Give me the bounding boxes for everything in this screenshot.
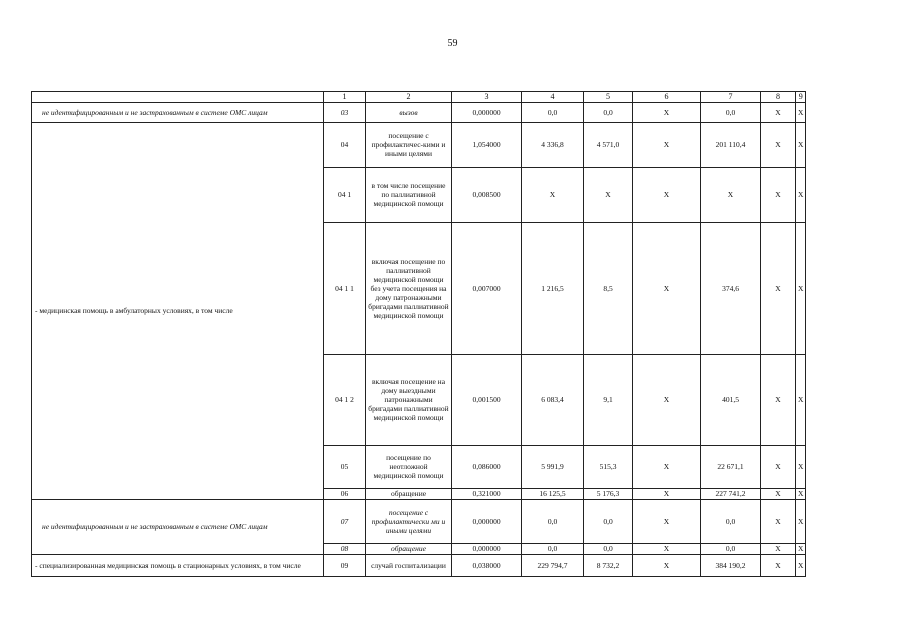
value-cell: X xyxy=(633,445,701,488)
value-cell: X xyxy=(761,554,796,576)
value-cell: 374,6 xyxy=(701,222,761,354)
row-code: 03 xyxy=(324,102,366,122)
value-cell: 0,000000 xyxy=(452,499,522,543)
value-cell: X xyxy=(761,354,796,445)
value-cell: 4 571,0 xyxy=(584,122,633,167)
unit-cell: посещение с профилактически ми и иными целями xyxy=(366,499,452,543)
value-cell: 4 336,8 xyxy=(522,122,584,167)
value-cell: 1 216,5 xyxy=(522,222,584,354)
unit-cell: посещение с профилактичес-кими и иными целями xyxy=(366,122,452,167)
value-cell: 0,007000 xyxy=(452,222,522,354)
value-cell: X xyxy=(796,543,806,554)
header-cell: 3 xyxy=(452,92,522,103)
value-cell: X xyxy=(633,222,701,354)
value-cell: 5 176,3 xyxy=(584,488,633,499)
row-code: 08 xyxy=(324,543,366,554)
row-label-unidentified: не идентифицированным и не застрахованным в системе ОМС лицам xyxy=(32,499,324,554)
value-cell: X xyxy=(761,445,796,488)
value-cell: X xyxy=(633,354,701,445)
value-cell: 0,0 xyxy=(522,543,584,554)
row-code: 04 1 2 xyxy=(324,354,366,445)
header-cell: 4 xyxy=(522,92,584,103)
header-cell: 8 xyxy=(761,92,796,103)
value-cell: 0,000000 xyxy=(452,102,522,122)
value-cell: 384 190,2 xyxy=(701,554,761,576)
table-row xyxy=(32,554,806,576)
data-table xyxy=(31,91,806,577)
value-cell: X xyxy=(633,122,701,167)
value-cell: 0,038000 xyxy=(452,554,522,576)
row-code: 04 1 xyxy=(324,167,366,222)
value-cell: 5 991,9 xyxy=(522,445,584,488)
unit-cell: вызов xyxy=(366,102,452,122)
row-code: 04 xyxy=(324,122,366,167)
value-cell: X xyxy=(761,222,796,354)
value-cell: X xyxy=(796,554,806,576)
value-cell: 0,321000 xyxy=(452,488,522,499)
value-cell: X xyxy=(796,167,806,222)
unit-cell: включая посещение на дому выездными патронажными бригадами паллиативной медицинской помощи xyxy=(366,354,452,445)
page-number: 59 xyxy=(447,38,458,49)
value-cell: 0,0 xyxy=(522,499,584,543)
header-cell: 9 xyxy=(796,92,806,103)
value-cell: 0,0 xyxy=(701,102,761,122)
header-cell: 1 xyxy=(324,92,366,103)
row-code: 07 xyxy=(324,499,366,543)
row-code: 04 1 1 xyxy=(324,222,366,354)
row-code: 06 xyxy=(324,488,366,499)
row-code: 05 xyxy=(324,445,366,488)
value-cell: 0,0 xyxy=(701,499,761,543)
value-cell: 22 671,1 xyxy=(701,445,761,488)
value-cell: X xyxy=(796,445,806,488)
value-cell: X xyxy=(761,122,796,167)
unit-cell: обращение xyxy=(366,488,452,499)
value-cell: 229 794,7 xyxy=(522,554,584,576)
value-cell: 16 125,5 xyxy=(522,488,584,499)
value-cell: 8,5 xyxy=(584,222,633,354)
unit-cell: случай госпитализации xyxy=(366,554,452,576)
value-cell: X xyxy=(796,122,806,167)
value-cell: X xyxy=(584,167,633,222)
header-cell: 2 xyxy=(366,92,452,103)
value-cell: X xyxy=(761,499,796,543)
value-cell: 0,0 xyxy=(584,543,633,554)
header-cell: 5 xyxy=(584,92,633,103)
value-cell: X xyxy=(761,167,796,222)
value-cell: X xyxy=(796,499,806,543)
header-cell-blank xyxy=(32,92,324,103)
row-label-unidentified: не идентифицированным и не застрахованным в системе ОМС лицам xyxy=(32,102,324,122)
header-cell: 6 xyxy=(633,92,701,103)
value-cell: 9,1 xyxy=(584,354,633,445)
row-label-outpatient: - медицинская помощь в амбулаторных условиях, в том числе xyxy=(32,122,324,499)
value-cell: X xyxy=(796,102,806,122)
value-cell: 0,0 xyxy=(701,543,761,554)
row-label-specialized: - специализированная медицинская помощь в стационарных условиях, в том числе xyxy=(32,554,324,576)
value-cell: 227 741,2 xyxy=(701,488,761,499)
value-cell: 0,0 xyxy=(584,499,633,543)
value-cell: 0,0 xyxy=(584,102,633,122)
value-cell: X xyxy=(701,167,761,222)
unit-cell: в том числе посещение по паллиативной медицинской помощи xyxy=(366,167,452,222)
unit-cell: включая посещение по паллиативной медицинской помощи без учета посещения на дому патронажными бригадами паллиативной медицинской помощи xyxy=(366,222,452,354)
value-cell: X xyxy=(633,543,701,554)
value-cell: 1,054000 xyxy=(452,122,522,167)
value-cell: 401,5 xyxy=(701,354,761,445)
value-cell: 0,086000 xyxy=(452,445,522,488)
row-code: 09 xyxy=(324,554,366,576)
table-row xyxy=(32,122,806,167)
value-cell: 0,0 xyxy=(522,102,584,122)
value-cell: 0,008500 xyxy=(452,167,522,222)
value-cell: X xyxy=(633,167,701,222)
value-cell: X xyxy=(633,499,701,543)
value-cell: 8 732,2 xyxy=(584,554,633,576)
value-cell: 6 083,4 xyxy=(522,354,584,445)
value-cell: 201 110,4 xyxy=(701,122,761,167)
value-cell: X xyxy=(761,488,796,499)
table-row xyxy=(32,499,806,543)
value-cell: X xyxy=(633,488,701,499)
header-cell: 7 xyxy=(701,92,761,103)
unit-cell: обращение xyxy=(366,543,452,554)
header-row xyxy=(32,92,806,103)
value-cell: X xyxy=(633,554,701,576)
value-cell: X xyxy=(522,167,584,222)
value-cell: X xyxy=(796,222,806,354)
value-cell: 0,000000 xyxy=(452,543,522,554)
value-cell: X xyxy=(633,102,701,122)
table-row xyxy=(32,102,806,122)
value-cell: X xyxy=(796,488,806,499)
value-cell: 515,3 xyxy=(584,445,633,488)
value-cell: 0,001500 xyxy=(452,354,522,445)
value-cell: X xyxy=(761,102,796,122)
value-cell: X xyxy=(796,354,806,445)
unit-cell: посещение по неотложной медицинской помощи xyxy=(366,445,452,488)
value-cell: X xyxy=(761,543,796,554)
